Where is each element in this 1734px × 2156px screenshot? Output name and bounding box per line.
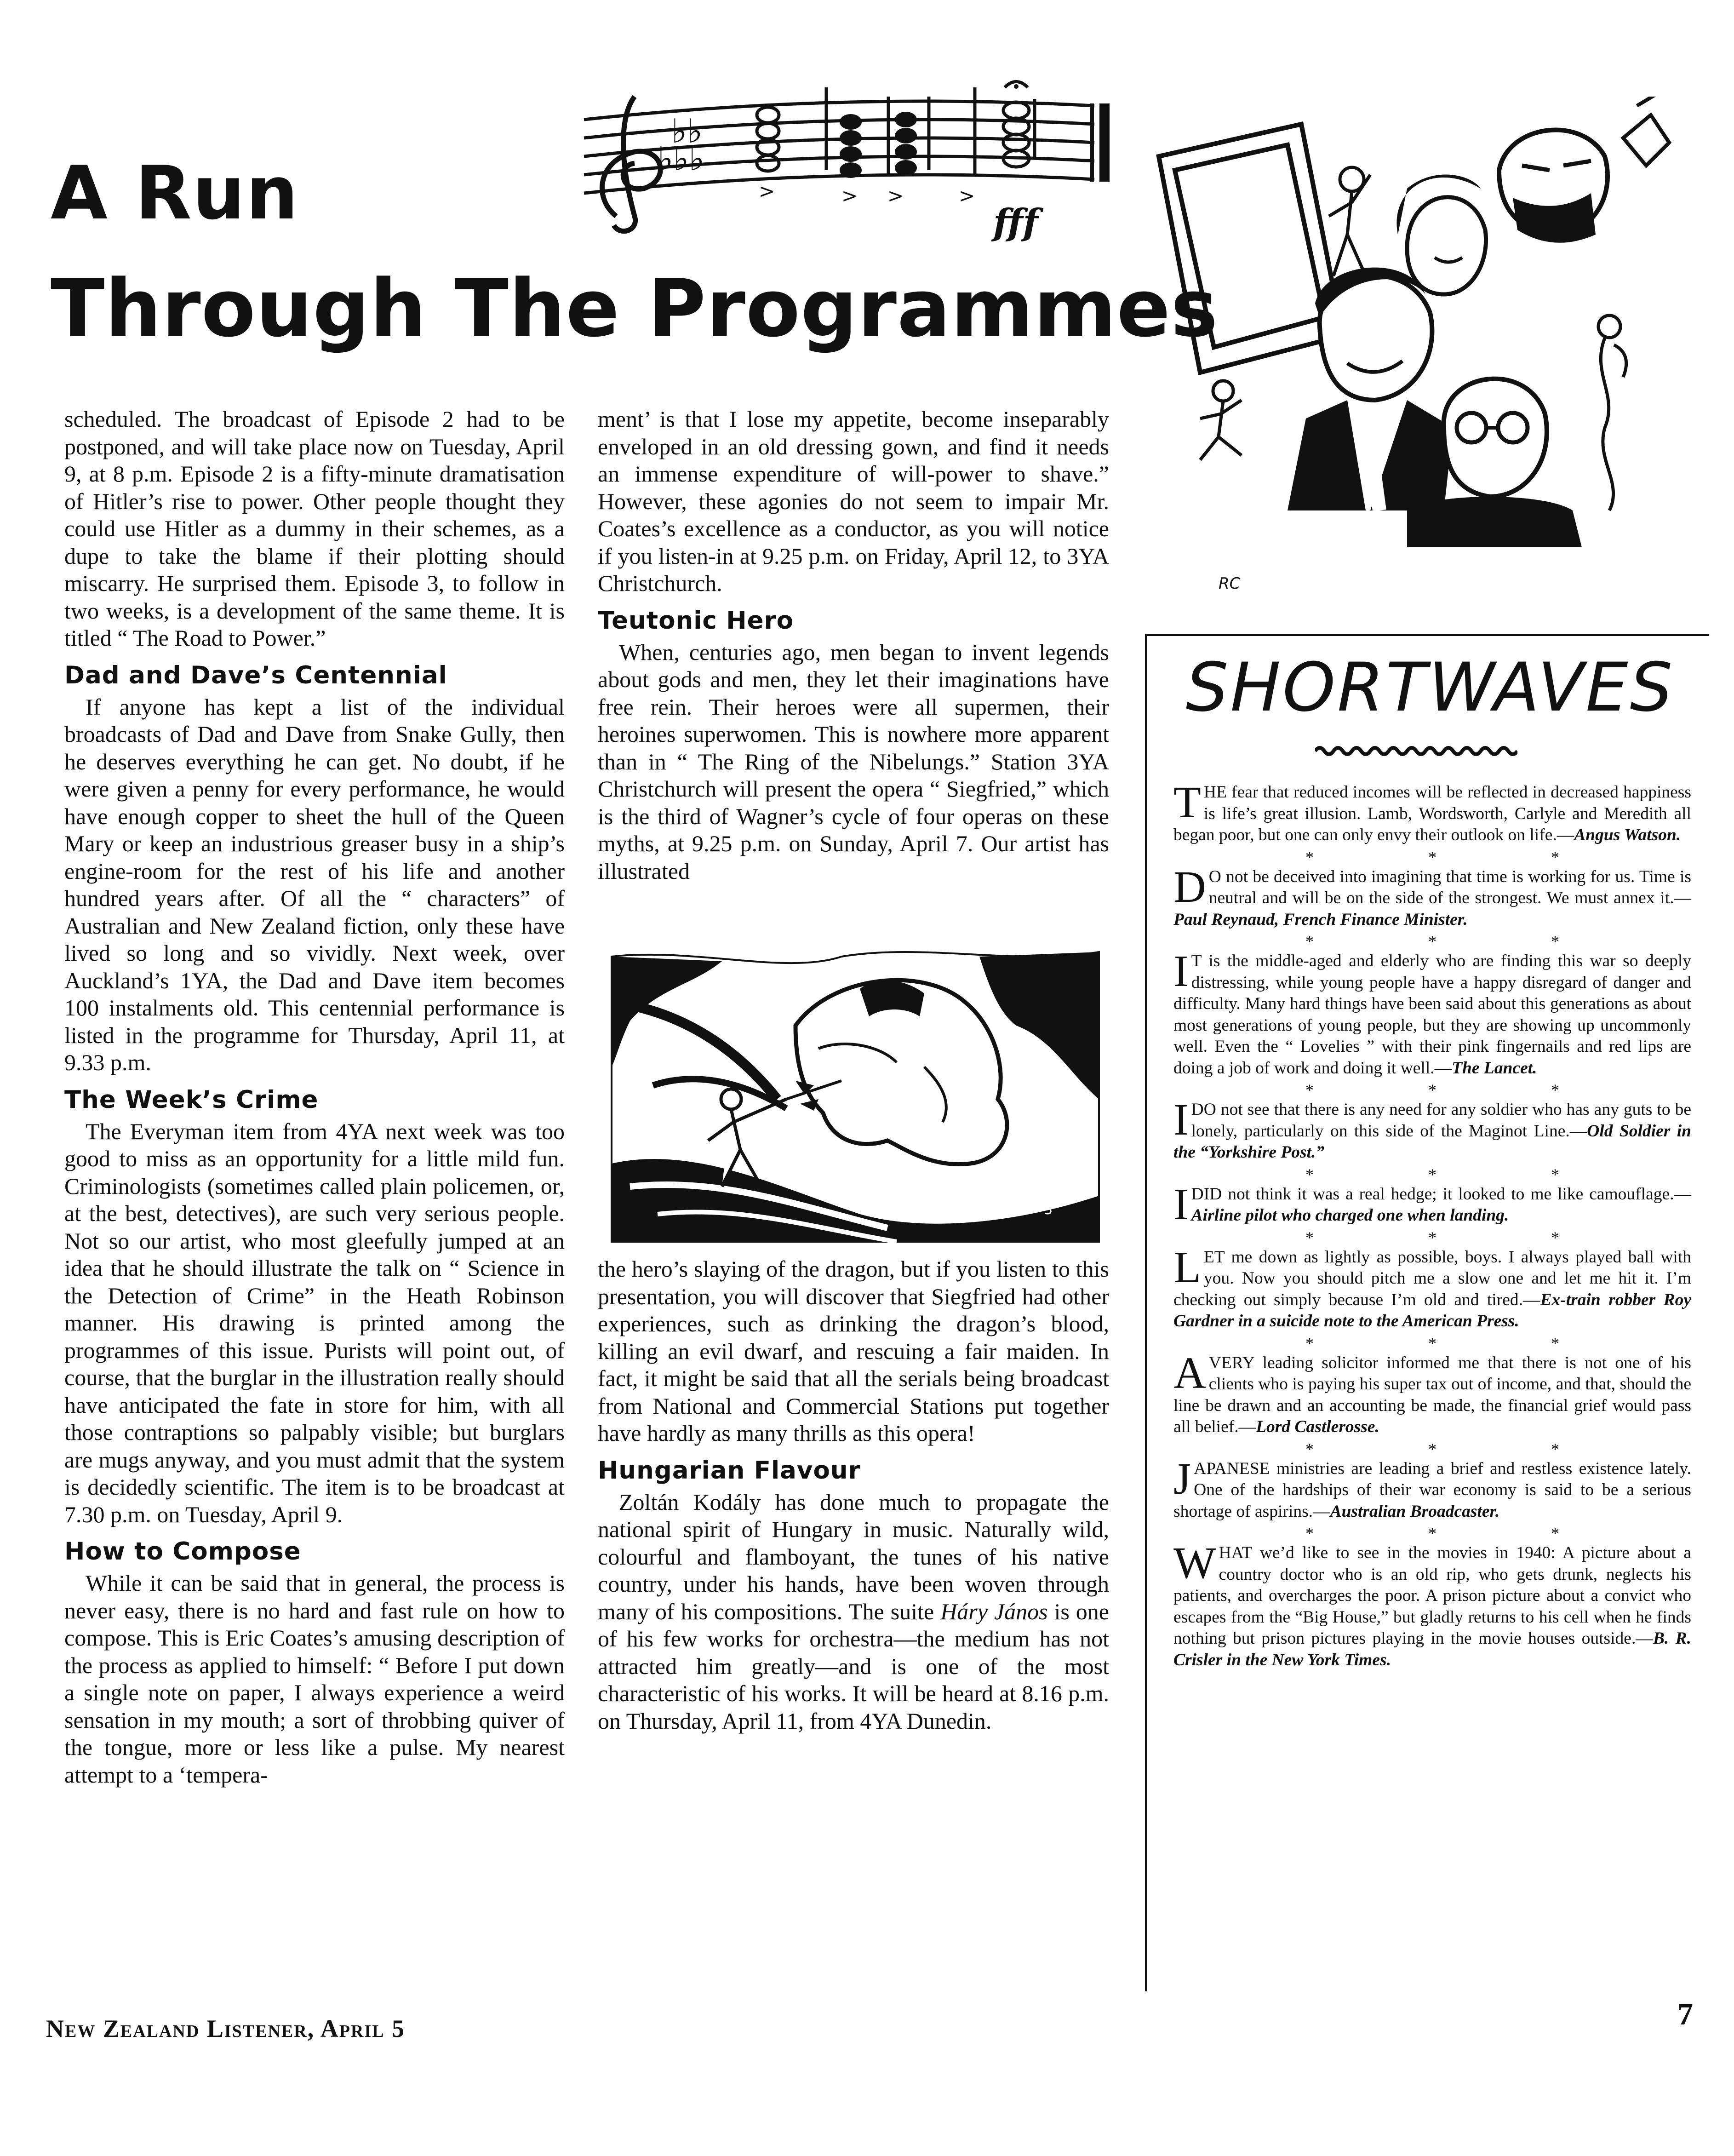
separator-stars: * * * — [1305, 932, 1614, 951]
section-heading-hungarian-flavour: Hungarian Flavour — [598, 1456, 861, 1485]
separator-stars: * * * — [1305, 848, 1614, 866]
article-column-1 — [64, 406, 565, 1789]
quote-text: T is the middle-aged and elderly who are finding this war so deeply distressing, while young people have a happy disregard of danger and difficulty. Many hard things have been said about this generations as about most generations of young people, but they are showing up uncommonly well. Even the “ Lovelies ” with their pink fingernails and red lips are doing a job of work and doing it well.— — [1173, 952, 1691, 1078]
quote-source: Australian Broadcaster. — [1330, 1502, 1500, 1521]
shortwaves-quotes — [1173, 778, 1691, 1673]
quote-text: DID not think it was a real hedge; it looked to me like camouflage.— — [1191, 1184, 1691, 1204]
article-column-2-top — [598, 406, 1109, 885]
quote-source: The Lancet. — [1452, 1058, 1537, 1078]
wave-ornament — [1315, 743, 1517, 759]
shortwaves-top-rule — [1145, 634, 1709, 636]
hungarian-flavour-paragraph: Zoltán Kodály has done much to propagate the national spirit of Hungary in music. Naturally wild, colourful and flamboyant, the tunes of his native country, under his hands, have been woven through many of his compositions. The suite Háry János is one of his few works for orchestra—the medium has not attracted him greatly—and is one of the most characteristic of his works. It will be heard at 8.16 p.m. on Thursday, April 11, from 4YA Dunedin. — [598, 1489, 1109, 1734]
drop-cap: I — [1173, 1179, 1189, 1229]
shortwaves-title: SHORTWAVES — [1185, 648, 1675, 727]
quote-text: O not be deceived into imagining that time is working for us. Time is neutral and will be on the side of the strongest. We must annex it.— — [1208, 867, 1691, 907]
drop-cap: I — [1173, 946, 1189, 996]
quote-source: Airline pilot who charged one when landing. — [1191, 1206, 1509, 1225]
page-number: 7 — [1677, 1996, 1693, 2031]
separator-stars: * * * — [1305, 1439, 1614, 1458]
teutonic-hero-continuation-paragraph: the hero’s slaying of the dragon, but if you listen to this presentation, you will discover that Siegfried had other experiences, such as drinking the dragon’s blood, killing an evil dwarf, and rescuing a fair maiden. In fact, it might be said that all the serials being broadcast from National and Commercial Stations put together have hardly as many thrills as this opera! — [598, 1256, 1109, 1446]
accent-mark: > — [759, 180, 775, 202]
shortwaves-quote — [1173, 1538, 1691, 1671]
drop-cap: I — [1173, 1095, 1189, 1145]
svg-text:3: 3 — [1044, 1202, 1053, 1218]
siegfried-dragon-illustration — [602, 947, 1104, 1246]
quote-source: B. R. Crisler in the New York Times. — [1173, 1629, 1691, 1669]
fortissimo-mark: fff — [993, 201, 1039, 243]
quote-text: DO not see that there is any need for any soldier who has any guts to be lonely, particularly on this side of the Maginot Line.— — [1191, 1100, 1691, 1141]
intro-paragraph: scheduled. The broadcast of Episode 2 had to be postponed, and will take place now on Tuesday, April 9, at 8 p.m. Episode 2 is a fifty-minute dramatisation of Hitler’s rise to power. Other people thought they could use Hitler as a dummy in their schemes, as a dupe to take the blame if their plotting should miscarry. He surprised them. Episode 3, to follow in two weeks, is a development of the same theme. It is titled “ The Road to Power.” — [64, 406, 565, 651]
section-heading-dad-and-dave: Dad and Dave’s Centennial — [64, 661, 447, 689]
accent-mark: > — [887, 184, 904, 207]
quote-text: APANESE ministries are leading a brief and restless existence lately. One of the hardships of their war economy is said to be a serious shortage of aspirins.— — [1173, 1459, 1691, 1521]
shortwaves-quote — [1173, 946, 1691, 1079]
quote-source: Angus Watson. — [1574, 826, 1681, 844]
quote-source: Ex-train robber Roy Gardner in a suicide note to the American Press. — [1173, 1290, 1691, 1330]
section-heading-weeks-crime: The Week’s Crime — [64, 1085, 319, 1114]
artist-signature: RC — [1219, 574, 1241, 593]
drop-cap: T — [1173, 778, 1201, 827]
music-staff-illustration — [566, 78, 1136, 244]
separator-stars: * * * — [1305, 1334, 1614, 1353]
separator-stars: * * * — [1305, 1165, 1614, 1184]
quote-source: Paul Reynaud, French Finance Minister. — [1173, 910, 1468, 929]
conductors-caricature-illustration — [1150, 97, 1688, 612]
weeks-crime-paragraph: The Everyman item from 4YA next week was too good to miss as an opportunity for a little mild fun. Criminologists (sometimes called plain policemen, or, at the best, detectives), are such very serious people. Not so our artist, who most gleefully jumped at an idea that he should illustrate the talk on “ Science in the Detection of Crime” in the Heath Robinson manner. His drawing is printed among the programmes of this issue. Purists will point out, of course, that the burglar in the illustration really should have anticipated the fate in store for him, with all those contraptions so palpably visible; but burglars are mugs anyway, and you must admit that the system is decidedly scientific. The item is to be broadcast at 7.30 p.m. on Tuesday, April 9. — [64, 1118, 565, 1527]
dad-and-dave-paragraph: If anyone has kept a list of the individual broadcasts of Dad and Dave from Snake Gully, then he deserves everything he can get. No doubt, if he were given a penny for every performance, he would have enough copper to sheet the hull of the Queen Mary or keep an industrious greaser busy in a ship’s engine-room for the rest of his life and another hundred years after. Of all the “ characters” of Australian and New Zealand fiction, only these have lived so long and so vividly. Next week, over Auckland’s 1YA, the Dad and Dave item becomes 100 instalments old. This centennial performance is listed in the programme for Thursday, April 11, at 9.33 p.m. — [64, 694, 565, 1075]
shortwaves-quote — [1173, 1242, 1691, 1332]
drop-cap: W — [1173, 1538, 1216, 1588]
section-heading-how-to-compose: How to Compose — [64, 1537, 301, 1565]
quote-text: VERY leading solicitor informed me that there is not one of his clients who is paying his super tax out of income, and that, should the line be drawn and an accounting be made, the financial grief would pass all belief.— — [1173, 1353, 1691, 1436]
quote-text: HE fear that reduced incomes will be reflected in decreased happiness is life’s great illusion. Lamb, Wordsworth, Carlyle and Meredith all began poor, but one can only envy their outlook on life.— — [1173, 783, 1691, 844]
shortwaves-quote — [1173, 1095, 1691, 1164]
shortwaves-quote — [1173, 1454, 1691, 1523]
separator-stars: * * * — [1305, 1524, 1614, 1542]
svg-text:♭♭♭: ♭♭♭ — [658, 139, 704, 178]
article-column-2-bottom — [598, 1256, 1109, 1735]
footer-publication: New Zealand Listener, April 5 — [46, 2015, 405, 2042]
shortwaves-quote — [1173, 862, 1691, 931]
drop-cap: A — [1173, 1348, 1206, 1398]
section-heading-teutonic-hero: Teutonic Hero — [598, 606, 794, 635]
compose-continuation-paragraph: ment’ is that I lose my appetite, become inseparably enveloped in an old dressing gown, and find it needs an immense expenditure of will-power to shave.” However, these agonies do not seem to impair Mr. Coates’s excellence as a conductor, as you will notice if you listen-in at 9.25 p.m. on Friday, April 12, to 3YA Christchurch. — [598, 406, 1109, 596]
drop-cap: L — [1173, 1242, 1201, 1292]
quote-text: HAT we’d like to see in the movies in 1940: A picture about a country doctor who is an old rip, who gets drunk, neglects his patients, and overcharges the poor. A prison picture about a convict who escapes from the “Big House,” but gladly returns to his cell when he finds nothing but prison pictures playing in the movie houses outside.— — [1173, 1543, 1691, 1648]
accent-mark: > — [841, 184, 858, 207]
drop-cap: D — [1173, 862, 1206, 912]
separator-stars: * * * — [1305, 1081, 1614, 1099]
shortwaves-quote — [1173, 1348, 1691, 1438]
shortwaves-left-rule — [1145, 634, 1147, 1991]
quote-source: Lord Castlerosse. — [1256, 1417, 1379, 1436]
quote-source: Old Soldier in the “Yorkshire Post.” — [1173, 1121, 1691, 1162]
page-title-line-2: Through The Programmes — [51, 262, 1219, 355]
shortwaves-quote — [1173, 778, 1691, 846]
page-title-line-1: A Run — [51, 150, 299, 236]
quote-text: ET me down as lightly as possible, boys. I always played ball with you. Now you should pitch me a slow one and let me hit it. I’m checking out simply because I’m old and tired.— — [1173, 1247, 1691, 1309]
shortwaves-quote — [1173, 1179, 1691, 1229]
accent-mark: > — [959, 184, 975, 207]
teutonic-hero-paragraph: When, centuries ago, men began to invent legends about gods and men, they let their imaginations have free rein. Their heroes were all supermen, their heroines superwomen. This is nowhere more apparent than in “ The Ring of the Nibelungs.” Station 3YA Christchurch will present the opera “ Siegfried,” which is the third of Wagner’s cycle of four operas on these myths, at 9.25 p.m. on Sunday, April 7. Our artist has illustrated — [598, 639, 1109, 884]
drop-cap: J — [1173, 1454, 1191, 1504]
how-to-compose-paragraph: While it can be said that in general, the process is never easy, there is no hard and fast rule on how to compose. This is Eric Coates’s amusing description of the process as applied to himself: “ Before I put down a single note on paper, I always experience a weird sensation in my mouth; a sort of throbbing quiver of the tongue, more or less like a pulse. My nearest attempt to a ‘tempera- — [64, 1570, 565, 1788]
separator-stars: * * * — [1305, 1228, 1614, 1247]
svg-text:♭♭: ♭♭ — [671, 112, 703, 150]
